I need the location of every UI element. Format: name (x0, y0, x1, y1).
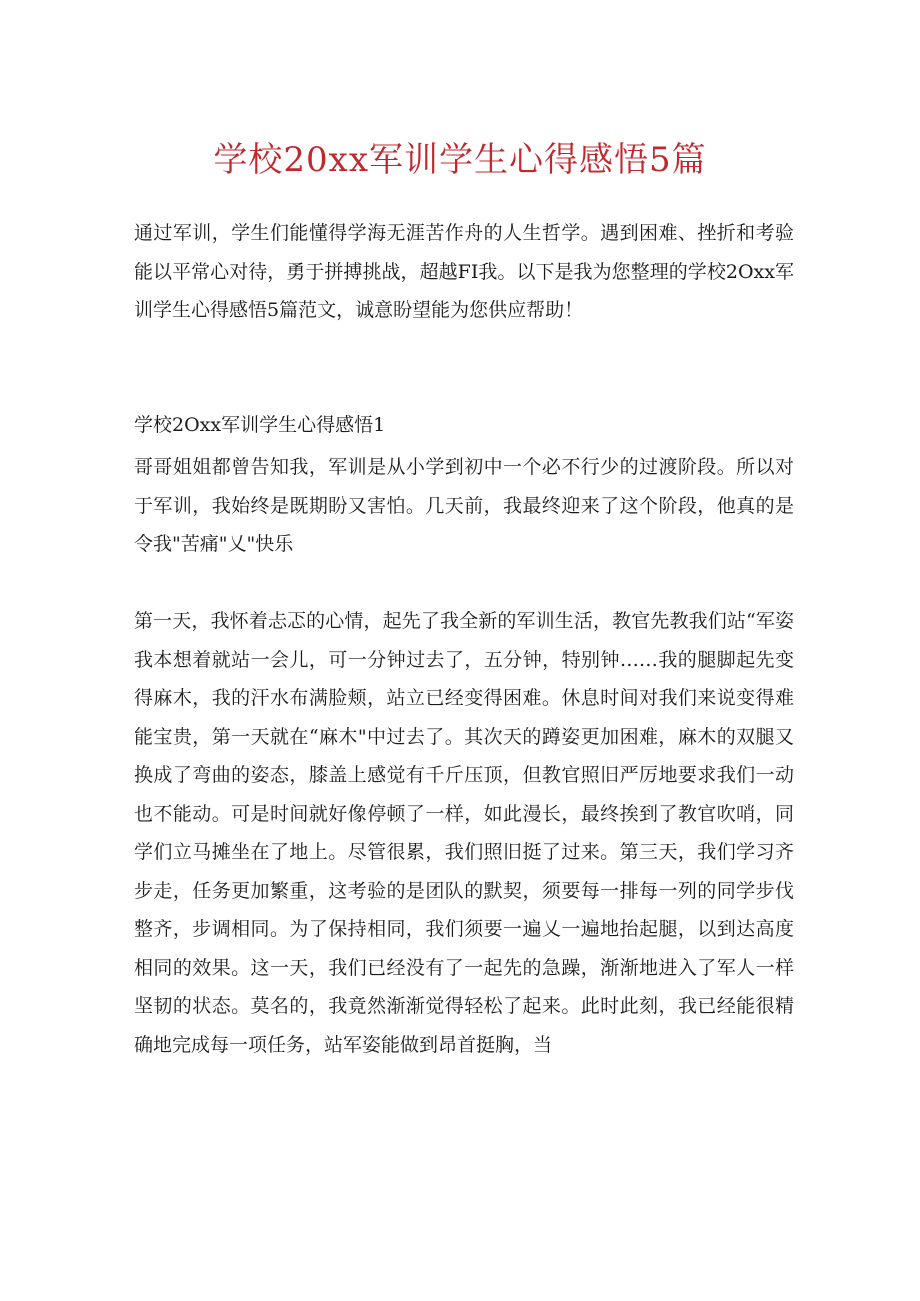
document-title: 学校20xx军训学生心得感悟5篇 (213, 140, 707, 180)
section-1-paragraph-2: 第一天，我怀着忐忑的心情，起先了我全新的军训生活，教官先教我们站“军姿我本想着就站一会儿，可一分钟过去了，五分钟，特别钟……我的腿脚起先变得麻木，我的汗水布满脸颊，站立已经变得困难。休息时间对我们来说变得难能宝贵，第一天就在“麻木"中过去了。其次天的蹲姿更加困难，麻木的双腿又换成了弯曲的姿态，膝盖上感觉有千斤压顶，但教官照旧严厉地要求我们一动也不能动。可是时间就好像停顿了一样，如此漫长，最终挨到了教官吹哨，同学们立马摊坐在了地上。尽管很累，我们照旧挺了过来。第三天，我们学习齐步走，任务更加繁重，这考验的是团队的默契，须要每一排每一列的同学步伐整齐，步调相同。为了保持相同，我们须要一遍乂一遍地抬起腿，以到达高度相同的效果。这一天，我们已经没有了一起先的急躁，渐渐地进入了军人一样坚韧的状态。莫名的，我竟然渐渐觉得轻松了起来。此时此刻，我已经能很精确地完成每一项任务，站军姿能做到昂首挺胸，当 (134, 610, 794, 1056)
section-heading-1: 学校2Oxx军训学生心得感悟1 (134, 414, 386, 436)
section-1-paragraph-1: 哥哥姐姐都曾告知我，军训是从小学到初中一个必不行少的过渡阶段。所以对于军训，我始终是既期盼又害怕。几天前，我最终迎来了这个阶段，他真的是令我"苦痛"乂"快乐 (134, 456, 794, 555)
intro-paragraph: 通过军训，学生们能懂得学海无涯苦作舟的人生哲学。遇到困难、挫折和考验能以平常心对待，勇于拼搏挑战，超越FI我。以下是我为您整理的学校2Oxx军训学生心得感悟5篇范文，诚意盼望能为您供应帮助！ (134, 222, 794, 321)
